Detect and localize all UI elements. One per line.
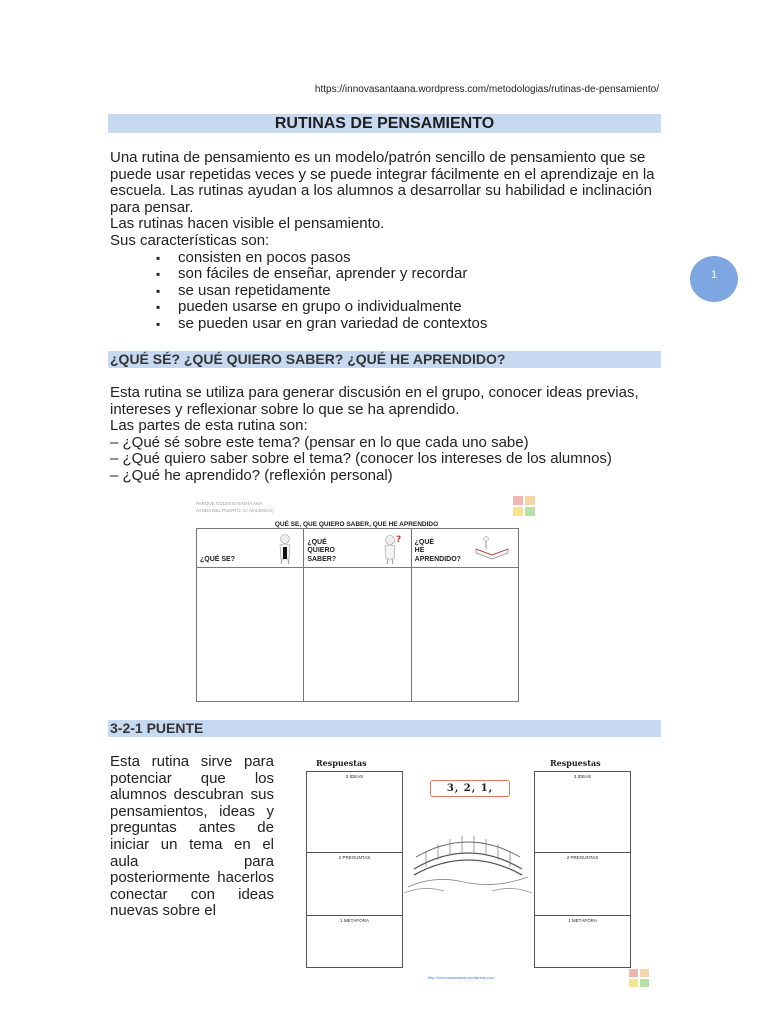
list-item: ▪ son fáciles de enseñar, aprender y recordar <box>110 266 660 283</box>
section-heading: ¿QUÉ SÉ? ¿QUÉ QUIERO SABER? ¿QUÉ HE APRENDIDO? <box>108 351 661 368</box>
right-answer-box <box>534 771 631 968</box>
worksheet-title: QUÉ SE, QUE QUIERO SABER, QUE HE APRENDIDO <box>274 521 439 528</box>
list-item: ▪ se pueden usar en gran variedad de contextos <box>110 316 660 333</box>
box-label: 3 IDEAS <box>345 774 364 779</box>
box-label: 1 METÁFORA <box>568 918 597 923</box>
box-label: 2 PREGUNTAS <box>338 855 371 860</box>
kwl-column <box>197 529 304 701</box>
intro-line: Las rutinas hacen visible el pensamiento. <box>110 215 385 233</box>
paragraph-line: – ¿Qué sé sobre este tema? (pensar en lo que cada uno sabe) <box>110 433 529 451</box>
paragraph-line: – ¿Qué quiero saber sobre el tema? (conocer los intereses de los alumnos) <box>110 450 612 468</box>
kwl-worksheet-image <box>194 495 544 705</box>
left-column-title: Respuestas <box>316 758 367 768</box>
list-item: ▪ se usan repetidamente <box>110 283 660 300</box>
paragraph-line: Las partes de esta rutina son: <box>110 417 308 435</box>
worksheet-url[interactable]: http://innovasantaana.wordpress.com <box>428 975 495 980</box>
bridge-worksheet-image <box>296 755 661 995</box>
intro-line: Sus características son: <box>110 231 270 249</box>
left-answer-box <box>306 771 403 968</box>
list-item: ▪ consisten en pocos pasos <box>110 250 660 267</box>
paragraph-line: – ¿Qué he aprendido? (reflexión personal) <box>110 466 393 484</box>
page-number-badge: 1 <box>690 256 738 302</box>
intro-paragraph <box>110 150 660 333</box>
list-item: ▪ pueden usarse en grupo o individualmente <box>110 299 660 316</box>
school-logo-icon <box>512 495 536 517</box>
book-figure-icon <box>474 533 510 563</box>
kwl-column <box>304 529 411 701</box>
kwl-table <box>196 528 519 702</box>
school-address: AYUDA DEL PUERTO. C/ (VALENCIA) <box>196 508 274 513</box>
thinking-figure-icon <box>275 533 295 565</box>
column-header: ¿QUÉ QUIERO SABER? <box>307 538 337 563</box>
step-badge: 3, 2, 1, <box>430 780 510 797</box>
right-column-title: Respuestas <box>550 758 601 768</box>
column-header: ¿QUÉ HE APRENDIDO? <box>414 538 461 563</box>
bridge-icon <box>404 827 532 897</box>
school-logo-icon <box>628 968 650 988</box>
box-label: 1 METÁFORA <box>340 918 369 923</box>
column-header: ¿QUÉ SE? <box>200 555 236 563</box>
characteristics-list <box>110 250 660 333</box>
kwl-column <box>412 529 518 701</box>
source-url[interactable]: https://innovasantaana.wordpress.com/metodologias/rutinas-de-pensamiento/ <box>314 84 659 95</box>
section1-paragraph <box>110 385 660 485</box>
section-heading: 3-2-1 PUENTE <box>108 720 661 737</box>
box-label: 2 PREGUNTAS <box>566 855 599 860</box>
paragraph-line: Esta rutina se utiliza para generar discusión en el grupo, conocer ideas previas, intereses y reflexionar sobre lo que se ha aprendido. <box>110 384 639 418</box>
intro-line: Una rutina de pensamiento es un modelo/patrón sencillo de pensamiento que se puede usar repetidas veces y se puede integrar fácilmente en el aprendizaje en la escuela. Las rutinas ayudan a los alumnos a desarrollar su habilidad e inclinación para pensar. <box>110 149 655 216</box>
svg-text:?: ? <box>395 535 401 545</box>
box-label: 3 IDEAS <box>573 774 592 779</box>
section2-paragraph: Esta rutina sirve para potenciar que los alumnos descubran sus pensamientos, ideas y preguntas antes de iniciar un tema en el aula para posteriormente hacerlos conectar con ideas nuevas sobre el <box>110 753 274 920</box>
school-name: PARQUE COLEGIO SANTA ANA <box>196 501 263 506</box>
question-figure-icon <box>381 533 403 565</box>
page-title: RUTINAS DE PENSAMIENTO <box>108 114 661 133</box>
